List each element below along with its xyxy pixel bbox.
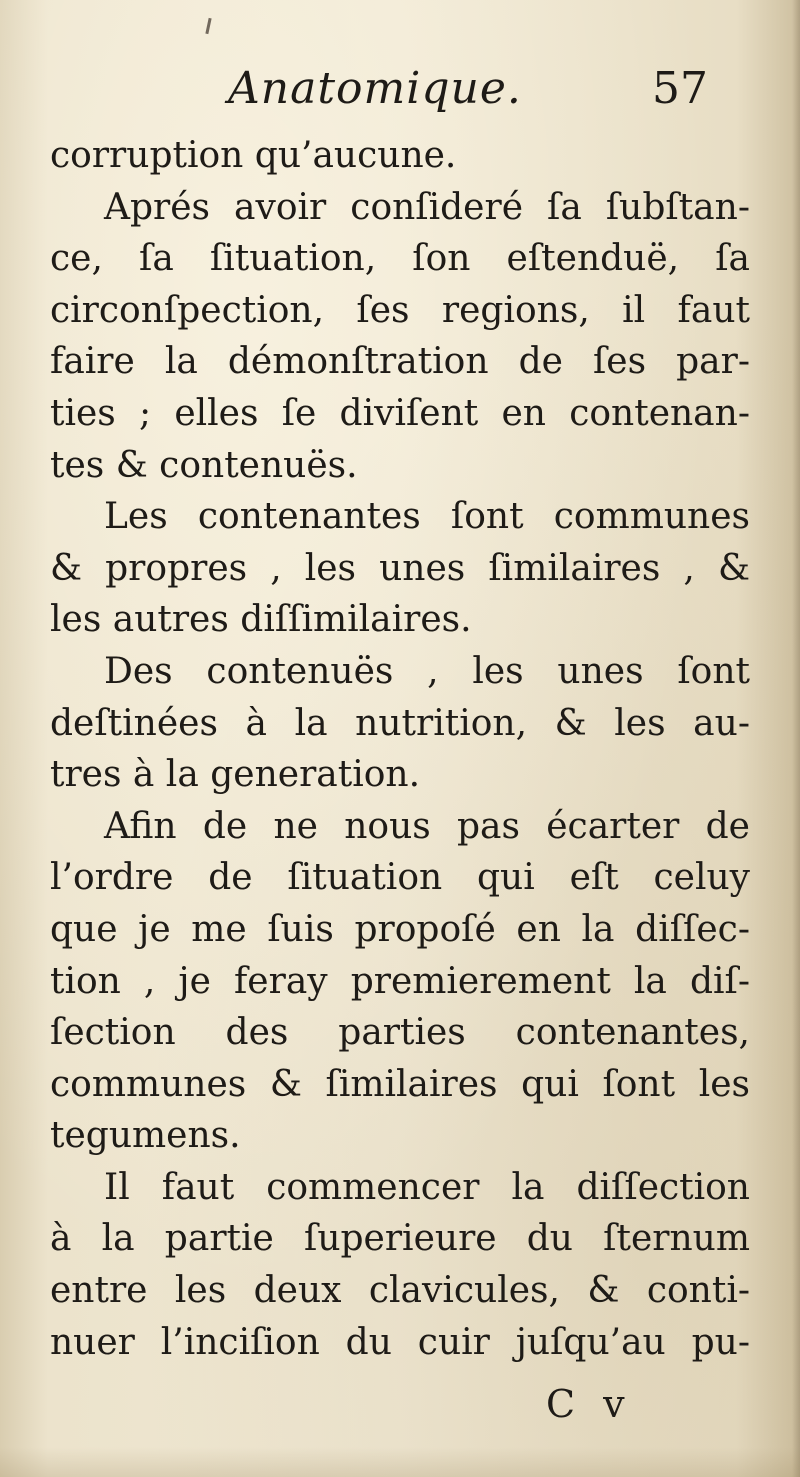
- text-line: Aprés avoir conſideré ſa ſubſtan-: [104, 186, 750, 228]
- page-edge-shadow: [792, 0, 800, 1477]
- text-line: Des contenuës , les unes ſont: [104, 650, 750, 692]
- text-line: l’ordre de ſituation qui eſt celuy: [50, 857, 750, 899]
- text-line: Afin de ne nous pas écarter de: [104, 805, 750, 847]
- text-line: à la partie ſuperieure du ſternum: [50, 1218, 750, 1260]
- text-line: entre les deux clavicules, & conti-: [50, 1270, 750, 1312]
- text-line: circonſpection, ſes regions, il faut: [50, 289, 750, 331]
- signature-mark: C v: [546, 1382, 633, 1426]
- body-text: [50, 130, 750, 1368]
- text-line: nuer l’inciſion du cuir juſqu’au pu-: [50, 1321, 750, 1363]
- text-line: ſection des parties contenantes,: [50, 1012, 750, 1054]
- text-line: & propres , les unes ſimilaires , &: [50, 547, 750, 589]
- text-line: Les contenantes ſont communes: [104, 496, 750, 538]
- text-line: Il faut commencer la diſſection: [104, 1166, 750, 1208]
- text-line: communes & ſimilaires qui ſont les: [50, 1063, 750, 1105]
- ink-stroke-mark: [205, 18, 211, 34]
- text-line: tres à la generation.: [50, 754, 421, 796]
- text-line: corruption qu’aucune.: [50, 135, 457, 176]
- running-title: Anatomique.: [228, 63, 522, 114]
- text-line: tegumens.: [50, 1115, 241, 1157]
- text-line: deſtinées à la nutrition, & les au-: [50, 702, 750, 744]
- page-header: [0, 55, 800, 125]
- text-line: tes & contenuës.: [50, 444, 358, 486]
- text-line: ties ; elles ſe diviſent en contenan-: [50, 392, 750, 434]
- text-line: faire la démonſtration de ſes par-: [50, 341, 750, 383]
- text-line: les autres diſſimilaires.: [50, 599, 472, 641]
- page-number: 57: [652, 63, 708, 114]
- page-bottom-shadow: [0, 1447, 800, 1477]
- text-line: tion , je feray premierement la diſ-: [50, 960, 750, 1002]
- text-line: ce, ſa ſituation, ſon eſtenduë, ſa: [50, 238, 750, 280]
- text-line: que je me ſuis propoſé en la diſſec-: [50, 908, 750, 950]
